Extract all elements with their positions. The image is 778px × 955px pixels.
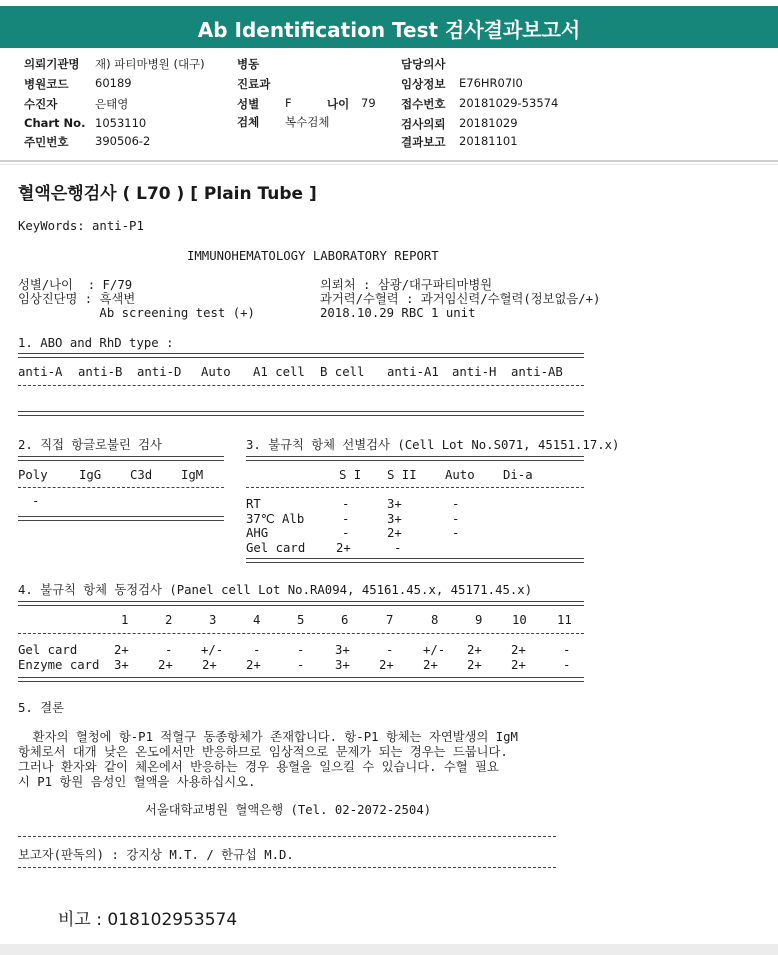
s1-col: Auto: [201, 365, 231, 379]
header-value: 복수검체: [285, 115, 330, 129]
header-value: F: [285, 96, 292, 110]
s3-title: 3. 불규칙 항체 선별검사 (Cell Lot No.S071, 45151.17.x): [246, 438, 620, 452]
lab-name: 서울대학교병원 혈액은행 (Tel. 02-2072-2504): [145, 803, 432, 817]
report-banner: [0, 6, 778, 48]
conclusion-line: 그러나 환자와 같이 체온에서 반응하는 경우 용혈을 일으킬 수 있습니다. 수혈 필요: [18, 760, 499, 774]
header-label: Chart No.: [24, 116, 86, 130]
header-label: 성별: [237, 97, 260, 111]
s3-cell: -: [452, 512, 460, 526]
header-value: 390506-2: [95, 134, 151, 148]
s4-cell: 2+: [467, 658, 482, 672]
rule-dashed: [18, 385, 584, 386]
s3-col: S I: [339, 468, 362, 482]
rule-double: [18, 677, 584, 682]
s4-col: 6: [341, 613, 349, 627]
s4-cell: 2+: [467, 643, 482, 657]
header-value: 1053110: [95, 116, 147, 130]
s5-title: 5. 결론: [18, 701, 64, 715]
s1-col: anti-B: [78, 365, 123, 379]
s4-cell: 2+: [511, 643, 526, 657]
s4-cell: 2+: [246, 658, 261, 672]
header-label: 검사의뢰: [401, 117, 446, 131]
s4-cell: 2+: [423, 658, 438, 672]
header-value: E76HR07I0: [459, 76, 523, 90]
s4-cell: -: [563, 658, 571, 672]
s3-col: Auto: [445, 468, 475, 482]
header-label: 접수번호: [401, 97, 446, 111]
header-value: 재) 파티마병원 (대구): [95, 57, 205, 71]
rule-dashed: [18, 633, 584, 634]
s4-cell: -: [386, 643, 394, 657]
s4-cell: 2+: [158, 658, 173, 672]
s4-col: 4: [253, 613, 261, 627]
s4-col: 5: [297, 613, 305, 627]
s1-col: anti-A: [18, 365, 63, 379]
header-label: 의뢰기관명: [24, 57, 80, 71]
s3-cell: -: [394, 541, 402, 555]
s4-cell: -: [297, 643, 305, 657]
s3-cell: -: [452, 526, 460, 540]
s4-col: 9: [475, 613, 483, 627]
s1-col: B cell: [320, 365, 365, 379]
s3-cell: -: [342, 526, 350, 540]
rule-double: [18, 516, 224, 521]
header-divider: [0, 164, 778, 165]
s4-cell: 2+: [114, 643, 129, 657]
header-label: 결과보고: [401, 135, 446, 149]
s4-cell: 3+: [335, 643, 350, 657]
s4-title: 4. 불규칙 항체 동정검사 (Panel cell Lot No.RA094, 45161.45.x, 45171.45.x): [18, 583, 533, 597]
keywords: KeyWords: anti-P1: [18, 219, 144, 233]
s3-cell: -: [342, 497, 350, 511]
rule-double: [18, 353, 584, 358]
s3-cell: 3+: [387, 512, 402, 526]
reporter: 보고자(판독의) : 강지상 M.T. / 한규섭 M.D.: [18, 848, 294, 862]
conclusion-line: 시 P1 항원 음성인 혈액을 사용하십시오.: [18, 775, 256, 789]
s3-cell: 3+: [387, 497, 402, 511]
s2-title: 2. 직접 항글로불린 검사: [18, 438, 162, 452]
s4-method: Gel card: [18, 643, 78, 657]
s3-col: S II: [387, 468, 417, 482]
s3-cell: 2+: [336, 541, 351, 555]
footer-bar: [0, 944, 778, 955]
rule-double: [246, 558, 584, 563]
s4-cell: -: [563, 643, 571, 657]
header-label: 수진자: [24, 97, 58, 111]
s1-col: anti-D: [137, 365, 182, 379]
s4-cell: 2+: [379, 658, 394, 672]
header-label: 검체: [237, 115, 260, 129]
rule-dashed: [18, 836, 556, 837]
conclusion-line: 항체로서 대개 낮은 온도에서만 반응하므로 임상적으로 문제가 되는 경우는 드뭅니다.: [18, 745, 508, 759]
header-value: 20181029-53574: [459, 96, 559, 110]
s3-phase: 37℃ Alb: [246, 512, 305, 526]
s3-phase: Gel card: [246, 541, 306, 555]
s1-col: A1 cell: [253, 365, 305, 379]
s4-cell: -: [297, 658, 305, 672]
header-divider: [0, 160, 778, 162]
header-value: 60189: [95, 76, 132, 90]
s3-cell: 2+: [387, 526, 402, 540]
s4-col: 8: [431, 613, 439, 627]
s1-title: 1. ABO and RhD type :: [18, 336, 174, 350]
s3-cell: -: [452, 497, 460, 511]
s4-method: Enzyme card: [18, 658, 100, 672]
s4-cell: 2+: [202, 658, 217, 672]
s2-col: C3d: [130, 468, 153, 482]
section-title: 혈액은행검사 ( L70 ) [ Plain Tube ]: [18, 184, 317, 204]
s4-col: 1: [121, 613, 129, 627]
s4-col: 11: [557, 613, 572, 627]
banner-title: Ab Identification Test 검사결과보고서: [197, 18, 581, 42]
header-label: 주민번호: [24, 135, 69, 149]
s4-col: 2: [165, 613, 173, 627]
s4-cell: -: [253, 643, 261, 657]
header-label: 병동: [237, 57, 260, 71]
s2-col: IgG: [79, 468, 102, 482]
conclusion-line: 환자의 혈청에 항-P1 적혈구 동종항체가 존재합니다. 항-P1 항체는 자연발생의 IgM: [18, 730, 518, 744]
s2-col: Poly: [18, 468, 48, 482]
s4-col: 7: [386, 613, 394, 627]
request-info: 의뢰처 : 삼광/대구파티마병원: [320, 278, 493, 292]
patient-info: 임상진단명 : 흑색변: [18, 292, 136, 306]
s4-cell: +/-: [423, 643, 446, 657]
s4-cell: 2+: [511, 658, 526, 672]
header-label: 나이: [327, 97, 350, 111]
s4-col: 10: [512, 613, 527, 627]
request-info: 2018.10.29 RBC 1 unit: [320, 306, 476, 320]
rule-dashed: [18, 867, 556, 868]
s2-col: IgM: [181, 468, 204, 482]
s3-phase: AHG: [246, 526, 269, 540]
header-label: 병원코드: [24, 77, 69, 91]
rule-double: [246, 456, 584, 461]
header-value: 79: [361, 96, 376, 110]
header-label: 진료과: [237, 77, 271, 91]
rule-double: [18, 411, 584, 416]
patient-info: Ab screening test (+): [18, 306, 255, 320]
s3-col: Di-a: [503, 468, 533, 482]
s4-cell: 3+: [335, 658, 350, 672]
report-title: IMMUNOHEMATOLOGY LABORATORY REPORT: [187, 249, 439, 263]
rule-double: [18, 601, 584, 606]
s4-cell: -: [165, 643, 173, 657]
header-value: 20181029: [459, 116, 518, 130]
rule-dashed: [18, 487, 224, 488]
patient-info: 성별/나이 : F/79: [18, 278, 133, 292]
header-label: 임상정보: [401, 77, 446, 91]
s3-cell: -: [342, 512, 350, 526]
rule-double: [18, 456, 224, 461]
header-value: 20181101: [459, 134, 518, 148]
s1-col: anti-AB: [511, 365, 563, 379]
header-value: 은태영: [95, 97, 129, 111]
s1-col: anti-H: [452, 365, 497, 379]
s4-cell: 3+: [114, 658, 129, 672]
note: 비고 : 018102953574: [58, 910, 238, 930]
rule-dashed: [246, 487, 584, 488]
s4-cell: +/-: [201, 643, 224, 657]
request-info: 과거력/수혈력 : 과거임신력/수혈력(정보없음/+): [320, 292, 601, 306]
header-label: 담당의사: [401, 57, 446, 71]
s3-phase: RT: [246, 497, 261, 511]
s4-col: 3: [209, 613, 217, 627]
s2-value: -: [32, 494, 40, 508]
s1-col: anti-A1: [387, 365, 439, 379]
